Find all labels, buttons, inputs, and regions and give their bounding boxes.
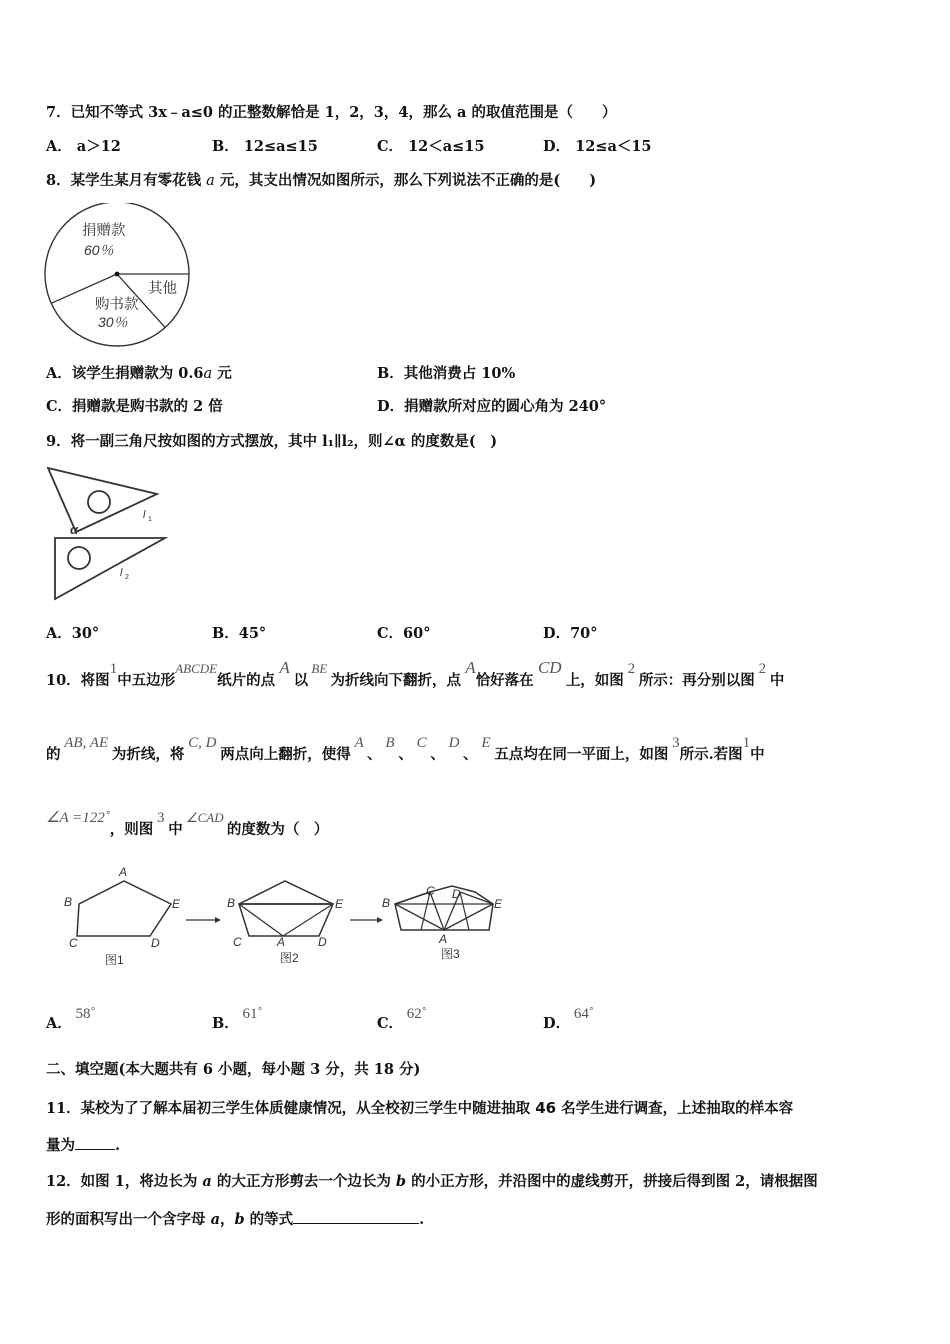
lower-triangle: [55, 538, 165, 599]
fig3-fold-2: [460, 892, 469, 930]
fig3-label-c: C: [426, 884, 435, 898]
fig2-label-d: D: [318, 935, 327, 949]
fig2-label-a: A: [277, 935, 286, 949]
fig3-ba: [395, 904, 444, 930]
fig1-label-e: E: [172, 897, 181, 911]
q7-option-d: D． 12≤a＜15: [543, 138, 652, 155]
fig2-label-c: C: [233, 935, 242, 949]
q7-option-c: C． 12＜a≤15: [377, 138, 485, 155]
fig1-label-d: D: [151, 936, 160, 950]
q9-option-d: D．70°: [543, 625, 598, 642]
pie-value-donation: 60％: [84, 242, 114, 258]
q10-pentagon-figures: [55, 860, 525, 970]
q10-option-b: B． 61˚: [212, 1006, 263, 1032]
q8-option-c: C．捐赠款是购书款的 2 倍: [46, 398, 223, 415]
pie-center: [115, 272, 120, 277]
arrow-1-head: [215, 917, 221, 923]
fig2-label-b: B: [227, 896, 236, 910]
q12-answer-blank[interactable]: [293, 1209, 419, 1224]
q10-option-c: C． 62˚: [377, 1006, 427, 1032]
fig3-label-a: A: [439, 932, 448, 946]
fig3-label-e: E: [494, 897, 503, 911]
fig2-caption: 图2: [280, 951, 299, 965]
q9-option-a: A．30°: [46, 625, 100, 642]
q8-text: 8．某学生某月有零花钱 a 元，其支出情况如图所示，那么下列说法不正确的是( ): [46, 172, 597, 189]
fig1-label-b: B: [64, 895, 73, 909]
l2-sub: 2: [125, 574, 129, 581]
q10-line-1: 10．将图1中五边形ABCDE纸片的点 A 以 BE 为折线向下翻折，点 A恰好落在 CD 上，如图 2 所示：再分别以图 2 中: [46, 658, 785, 689]
section-2-heading: 二、填空题(本大题共有 6 小题，每小题 3 分，共 18 分): [46, 1061, 421, 1078]
q10-line-2: 的 AB, AE 为折线，将 C, D 两点向上翻折，使得 A 、 B 、 C 、 D 、 E 五点均在同一平面上，如图 3所示.若图1中: [46, 735, 765, 763]
q7-option-b: B． 12≤a≤15: [212, 138, 318, 155]
fig3-outline: [395, 886, 493, 930]
l1-sub: 1: [148, 516, 152, 523]
q9-text: 9．将一副三角尺按如图的方式摆放，其中 l₁∥l₂，则∠α 的度数是( ): [46, 433, 498, 450]
q9-triangle-figure: [40, 462, 175, 607]
fig2-top-triangle: [239, 881, 333, 904]
q10-option-a: A． 58˚: [46, 1006, 96, 1032]
fig3-caption: 图3: [441, 947, 460, 961]
q8-option-b: B．其他消费占 10%: [377, 365, 516, 382]
fig3-bc: [395, 892, 430, 904]
q10-line-3: ∠A =122˚，则图 3 中 ∠CAD 的度数为（ ）: [46, 810, 329, 838]
pie-label-other: 其他: [148, 281, 177, 297]
q10-option-d: D． 64˚: [543, 1006, 594, 1032]
q7-option-a: A． a＞12: [46, 138, 121, 155]
l1-label: l: [143, 509, 146, 521]
upper-triangle-hole: [88, 491, 110, 513]
pie-value-books: 30％: [98, 314, 128, 330]
q9-option-c: C．60°: [377, 625, 431, 642]
fig1-label-a: A: [119, 865, 128, 879]
fig1-label-c: C: [69, 936, 78, 950]
pie-label-books: 购书款: [95, 297, 139, 313]
fig2-lower-quad: [239, 904, 333, 936]
alpha-label: α: [70, 522, 79, 537]
fig3-label-b: B: [382, 896, 391, 910]
q8-option-a: A．该学生捐赠款为 0.6a 元: [46, 365, 232, 382]
q8-pie-chart: [40, 203, 200, 358]
q12-line-1: 12．如图 1，将边长为 a 的大正方形剪去一个边长为 b 的小正方形，并沿图中的虚线剪开，拼接后得到图 2，请根据图: [46, 1173, 818, 1190]
fig2-label-e: E: [335, 897, 344, 911]
q8-option-d: D．捐赠款所对应的圆心角为 240°: [377, 398, 607, 415]
fig1-caption: 图1: [105, 953, 124, 967]
l2-label: l: [120, 567, 123, 579]
q11-answer-blank[interactable]: [75, 1135, 115, 1150]
q12-line-2: 形的面积写出一个含字母 a，b 的等式 .: [46, 1211, 425, 1228]
arrow-2-head: [377, 917, 383, 923]
q11-line-2: 量为 .: [46, 1137, 121, 1154]
fig1-pentagon: [77, 881, 171, 936]
q11-line-1: 11．某校为了了解本届初三学生体质健康情况，从全校初三学生中随进抽取 46 名学生进行调查，上述抽取的样本容: [46, 1099, 794, 1117]
fig2-fold-ba: [239, 904, 283, 936]
upper-triangle: [48, 468, 157, 532]
q9-option-b: B．45°: [212, 625, 267, 642]
lower-triangle-hole: [68, 547, 90, 569]
q7-text: 7．已知不等式 3x﹣a≤0 的正整数解恰是 1，2，3，4，那么 a 的取值范围是（ ）: [46, 104, 617, 121]
fig3-label-d: D: [452, 887, 461, 901]
pie-label-donation: 捐赠款: [82, 223, 126, 239]
